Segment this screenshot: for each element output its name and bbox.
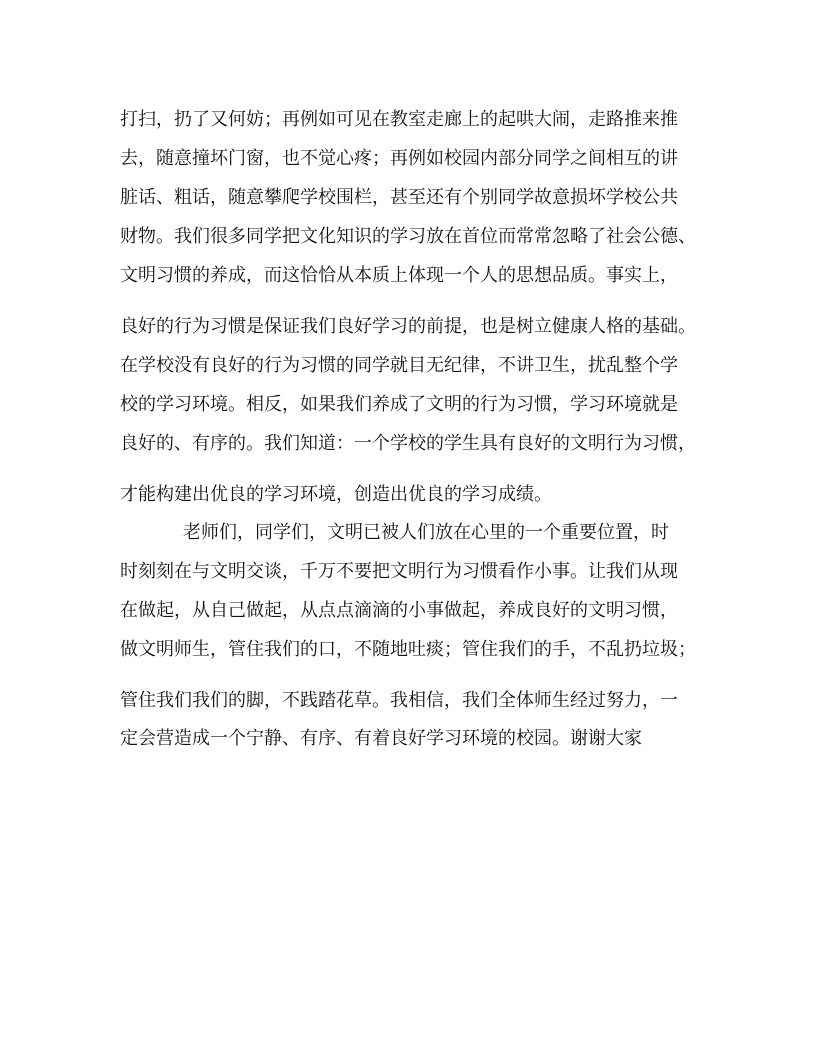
text-line: 良好的行为习惯是保证我们良好学习的前提，也是树立健康人格的基础。 — [120, 316, 696, 337]
text-line: 定会营造成一个宁静、有序、有着良好学习环境的校园。谢谢大家 — [120, 728, 642, 749]
text-line: 时刻刻在与文明交谈，千万不要把文明行为习惯看作小事。让我们从现 — [120, 561, 678, 582]
text-line: 老师们，同学们，文明已被人们放在心里的一个重要位置，时 — [183, 522, 669, 543]
text-line: 脏话、粗话，随意攀爬学校围栏，甚至还有个别同学故意损坏学校公共 — [120, 187, 678, 208]
text-line: 去，随意撞坏门窗，也不觉心疼；再例如校园内部分同学之间相互的讲 — [120, 148, 678, 169]
text-line: 校的学习环境。相反，如果我们养成了文明的行为习惯，学习环境就是 — [120, 394, 678, 415]
text-line: 良好的、有序的。我们知道：一个学校的学生具有良好的文明行为习惯， — [120, 433, 696, 454]
text-line: 做文明师生，管住我们的口，不随地吐痰；管住我们的手，不乱扔垃圾； — [120, 639, 696, 660]
text-line: 在做起，从自己做起，从点点滴滴的小事做起，养成良好的文明习惯， — [120, 600, 678, 621]
text-line: 财物。我们很多同学把文化知识的学习放在首位而常常忽略了社会公德、 — [120, 226, 696, 247]
text-line: 打扫，扔了又何妨；再例如可见在教室走廊上的起哄大闹，走路推来推 — [120, 109, 678, 130]
text-line: 才能构建出优良的学习环境，创造出优良的学习成绩。 — [120, 484, 552, 505]
text-line: 文明习惯的养成，而这恰恰从本质上体现一个人的思想品质。事实上， — [120, 265, 678, 286]
text-line: 管住我们我们的脚，不践踏花草。我相信，我们全体师生经过努力，一 — [120, 690, 678, 711]
text-line: 在学校没有良好的行为习惯的同学就目无纪律，不讲卫生，扰乱整个学 — [120, 355, 678, 376]
